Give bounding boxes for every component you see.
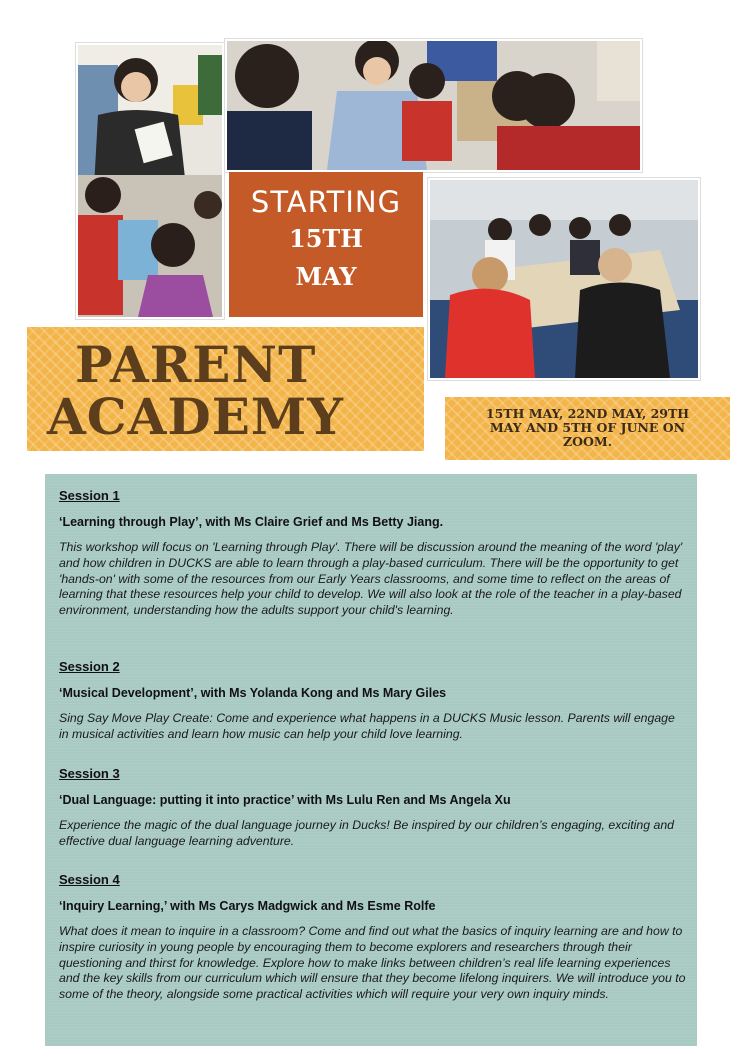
photo-teacher-reading — [76, 43, 224, 319]
dates-line-3: ZOOM. — [562, 434, 613, 449]
dates-banner — [445, 397, 730, 460]
session-heading: ‘Inquiry Learning,’ with Ms Carys Madgwick and Ms Esme Rolfe — [59, 899, 436, 913]
session-label: Session 4 — [59, 872, 120, 887]
photo-children-table — [225, 39, 642, 172]
dates-line-2: MAY AND 5TH OF JUNE ON — [489, 420, 686, 435]
starting-date-box — [229, 172, 423, 317]
parent-academy-banner — [27, 327, 424, 451]
dates-line-1: 15TH MAY, 22ND MAY, 29TH — [485, 406, 690, 421]
session-description: This workshop will focus on 'Learning through Play'. There will be discussion around the meaning of the word 'play' and how children in DUCKS are able to learn through a play-based curriculum. There will be the opportunity to get 'hands-on' with some of the resources from our Early Years classrooms, and some time to reflect on the areas of learning that these resources help your child to develop. We will also look at the role of the teacher in a play-based environment, understanding how the adults support your child's learning. — [59, 540, 683, 618]
session-description: What does it mean to inquire in a classroom? Come and find out what the basics of inquiry learning are and how to inspire curiosity in young people by encouraging them to become explorers and researchers through their questioning and thirst for knowledge. Explore how to make links between children’s real life learning experiences and the key skills from our curriculum which will ensure that they become lifelong inquirers. We will introduce you to some of the theory, alongside some practical activities which will require your very own inquiry minds. — [59, 924, 686, 1002]
session-description: Experience the magic of the dual language journey in Ducks! Be inspired by our children’s engaging, exciting and effective dual language learning adventure. — [59, 818, 675, 848]
session-3 — [59, 766, 687, 850]
starting-label: STARTING — [250, 185, 402, 219]
session-4 — [59, 872, 687, 1003]
session-heading: ‘Learning through Play’, with Ms Claire Grief and Ms Betty Jiang. — [59, 515, 444, 529]
session-1 — [59, 488, 687, 619]
session-label: Session 2 — [59, 659, 120, 674]
starting-day: 15TH — [289, 224, 363, 253]
starting-month: MAY — [295, 262, 357, 291]
session-2 — [59, 659, 687, 743]
session-label: Session 1 — [59, 488, 120, 503]
session-heading: ‘Musical Development’, with Ms Yolanda Kong and Ms Mary Giles — [59, 686, 447, 700]
title-line-2: ACADEMY — [47, 387, 344, 446]
photo-parents-workshop — [428, 178, 700, 380]
title-line-1: PARENT — [75, 335, 317, 394]
session-description: Sing Say Move Play Create: Come and experience what happens in a DUCKS Music lesson. Parents will engage in musical activities and learn how music can help your child love learning. — [59, 711, 675, 741]
session-heading: ‘Dual Language: putting it into practice’ with Ms Lulu Ren and Ms Angela Xu — [59, 793, 511, 807]
sessions-panel — [45, 474, 697, 1046]
session-label: Session 3 — [59, 766, 120, 781]
